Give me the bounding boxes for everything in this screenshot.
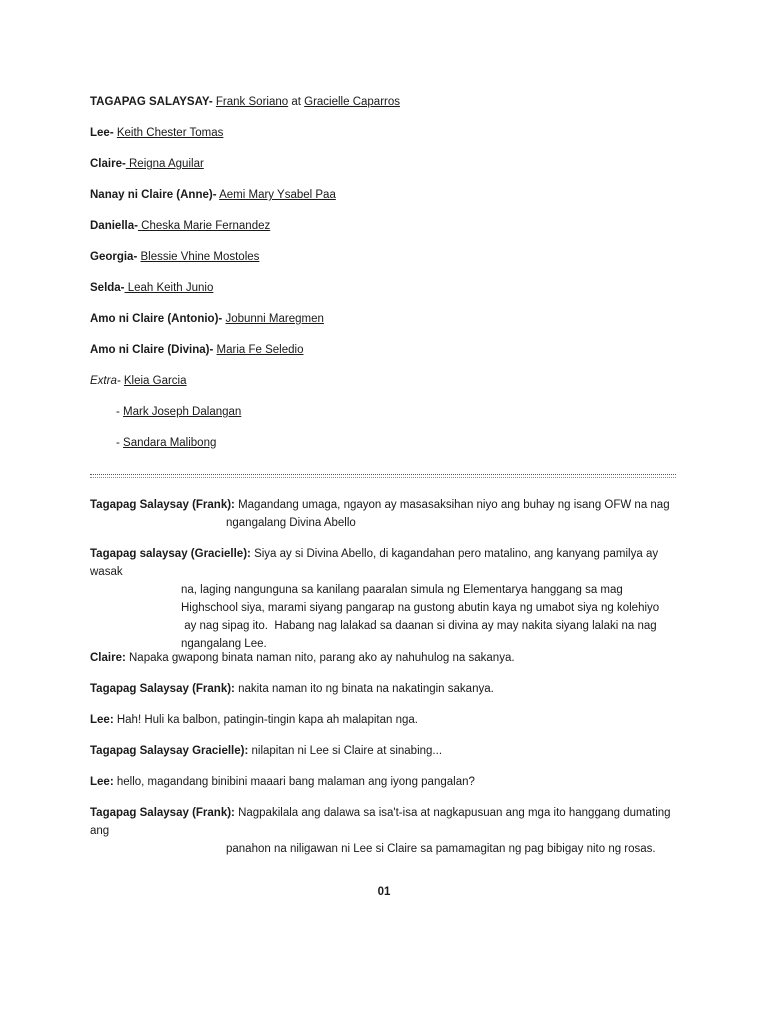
dialogue-text: nakita naman ito ng binata na nakatingin sakanya. xyxy=(234,683,494,695)
cast-actor: Frank Soriano xyxy=(215,96,289,108)
cast-role: Nanay ni Claire (Anne)- xyxy=(90,189,217,201)
dialogue-block xyxy=(90,804,690,858)
cast-actor: Reigna Aguilar xyxy=(125,158,204,170)
cast-line-nanay xyxy=(90,187,336,203)
cast-line-daniella xyxy=(90,218,270,234)
dialogue-continuation: Highschool siya, marami siyang pangarap na gustong abutin kaya ng umabot siya ng kolehiyo xyxy=(181,602,660,614)
cast-line-extra xyxy=(90,373,187,389)
cast-role: Georgia- xyxy=(90,251,138,263)
cast-line-narrator xyxy=(90,94,400,110)
cast-line-selda xyxy=(90,280,213,296)
cast-role: Claire- xyxy=(90,158,126,170)
dialogue-text: Nagpakilala ang dalawa sa isa't-isa at nagkapusuan ang mga ito hanggang dumating ang xyxy=(90,807,671,837)
cast-actor: Cheska Marie Fernandez xyxy=(137,220,271,232)
dialogue-text: hello, magandang binibini maaari bang malaman ang iyong pangalan? xyxy=(113,776,475,788)
cast-role: Daniella- xyxy=(90,220,138,232)
cast-actor: Kleia Garcia xyxy=(123,375,187,387)
cast-role: TAGAPAG SALAYSAY- xyxy=(90,96,213,108)
dialogue-text: nilapitan ni Lee si Claire at sinabing... xyxy=(248,745,443,757)
dialogue-block xyxy=(90,545,690,653)
cast-role: Amo ni Claire (Divina)- xyxy=(90,344,214,356)
section-divider xyxy=(90,477,676,478)
cast-actor: Gracielle Caparros xyxy=(304,96,400,108)
speaker: Lee: xyxy=(90,776,114,788)
cast-line-lee xyxy=(90,125,223,141)
speaker: Tagapag Salaysay Gracielle): xyxy=(90,745,249,757)
cast-role: Amo ni Claire (Antonio)- xyxy=(90,313,223,325)
cast-actor: Sandara Malibong xyxy=(123,437,217,449)
speaker: Tagapag salaysay (Gracielle): xyxy=(90,548,251,560)
dialogue-block xyxy=(90,711,690,729)
dialogue-block xyxy=(90,773,690,791)
dialogue-text: Hah! Huli ka balbon, patingin-tingin kapa ah malapitan nga. xyxy=(113,714,418,726)
speaker: Lee: xyxy=(90,714,114,726)
dialogue-block xyxy=(90,496,690,532)
speaker: Tagapag Salaysay (Frank): xyxy=(90,807,235,819)
cast-actor: Aemi Mary Ysabel Paa xyxy=(219,189,336,201)
cast-actor: Mark Joseph Dalangan xyxy=(123,406,242,418)
cast-line-extra-3 xyxy=(116,435,216,451)
dialogue-continuation: panahon na niligawan ni Lee si Claire sa pamamagitan ng pag bibigay nito ng rosas. xyxy=(226,843,656,855)
cast-line-georgia xyxy=(90,249,259,265)
dialogue-block xyxy=(90,649,690,667)
dialogue-continuation: na, laging nangunguna sa kanilang paaralan simula ng Elementarya hanggang sa mag xyxy=(181,584,623,596)
cast-actor: Leah Keith Junio xyxy=(124,282,214,294)
cast-joiner: at xyxy=(288,96,305,108)
cast-dash: - xyxy=(116,406,124,418)
dialogue-text: Napaka gwapong binata naman nito, parang ako ay nahuhulog na sakanya. xyxy=(125,652,515,664)
cast-actor: Blessie Vhine Mostoles xyxy=(140,251,260,263)
speaker: Tagapag Salaysay (Frank): xyxy=(90,499,235,511)
dialogue-continuation: ay nag sipag ito. Habang nag lalakad sa daanan si divina ay may nakita siyang lalaki na nag xyxy=(181,620,657,632)
speaker: Tagapag Salaysay (Frank): xyxy=(90,683,235,695)
cast-role: Extra- xyxy=(90,375,121,387)
dialogue-continuation: ngangalang Divina Abello xyxy=(226,517,356,529)
dialogue-text: Siya ay si Divina Abello, di kagandahan pero matalino, ang kanyang pamilya ay wasak xyxy=(90,548,659,578)
cast-line-claire xyxy=(90,156,204,172)
cast-line-amo-divina xyxy=(90,342,303,358)
cast-role: Selda- xyxy=(90,282,125,294)
dialogue-text: Magandang umaga, ngayon ay masasaksihan niyo ang buhay ng isang OFW na nag xyxy=(234,499,670,511)
cast-line-amo-antonio xyxy=(90,311,324,327)
cast-role: Lee- xyxy=(90,127,114,139)
cast-actor: Keith Chester Tomas xyxy=(116,127,224,139)
speaker: Claire: xyxy=(90,652,126,664)
cast-dash: - xyxy=(116,437,124,449)
page-number: 01 xyxy=(377,886,391,898)
dialogue-continuation: ngangalang Lee. xyxy=(181,638,267,650)
section-divider xyxy=(90,474,676,475)
cast-actor: Maria Fe Seledio xyxy=(216,344,304,356)
dialogue-block xyxy=(90,680,690,698)
cast-actor: Jobunni Maregmen xyxy=(225,313,324,325)
cast-line-extra-2 xyxy=(116,404,241,420)
dialogue-block xyxy=(90,742,690,760)
